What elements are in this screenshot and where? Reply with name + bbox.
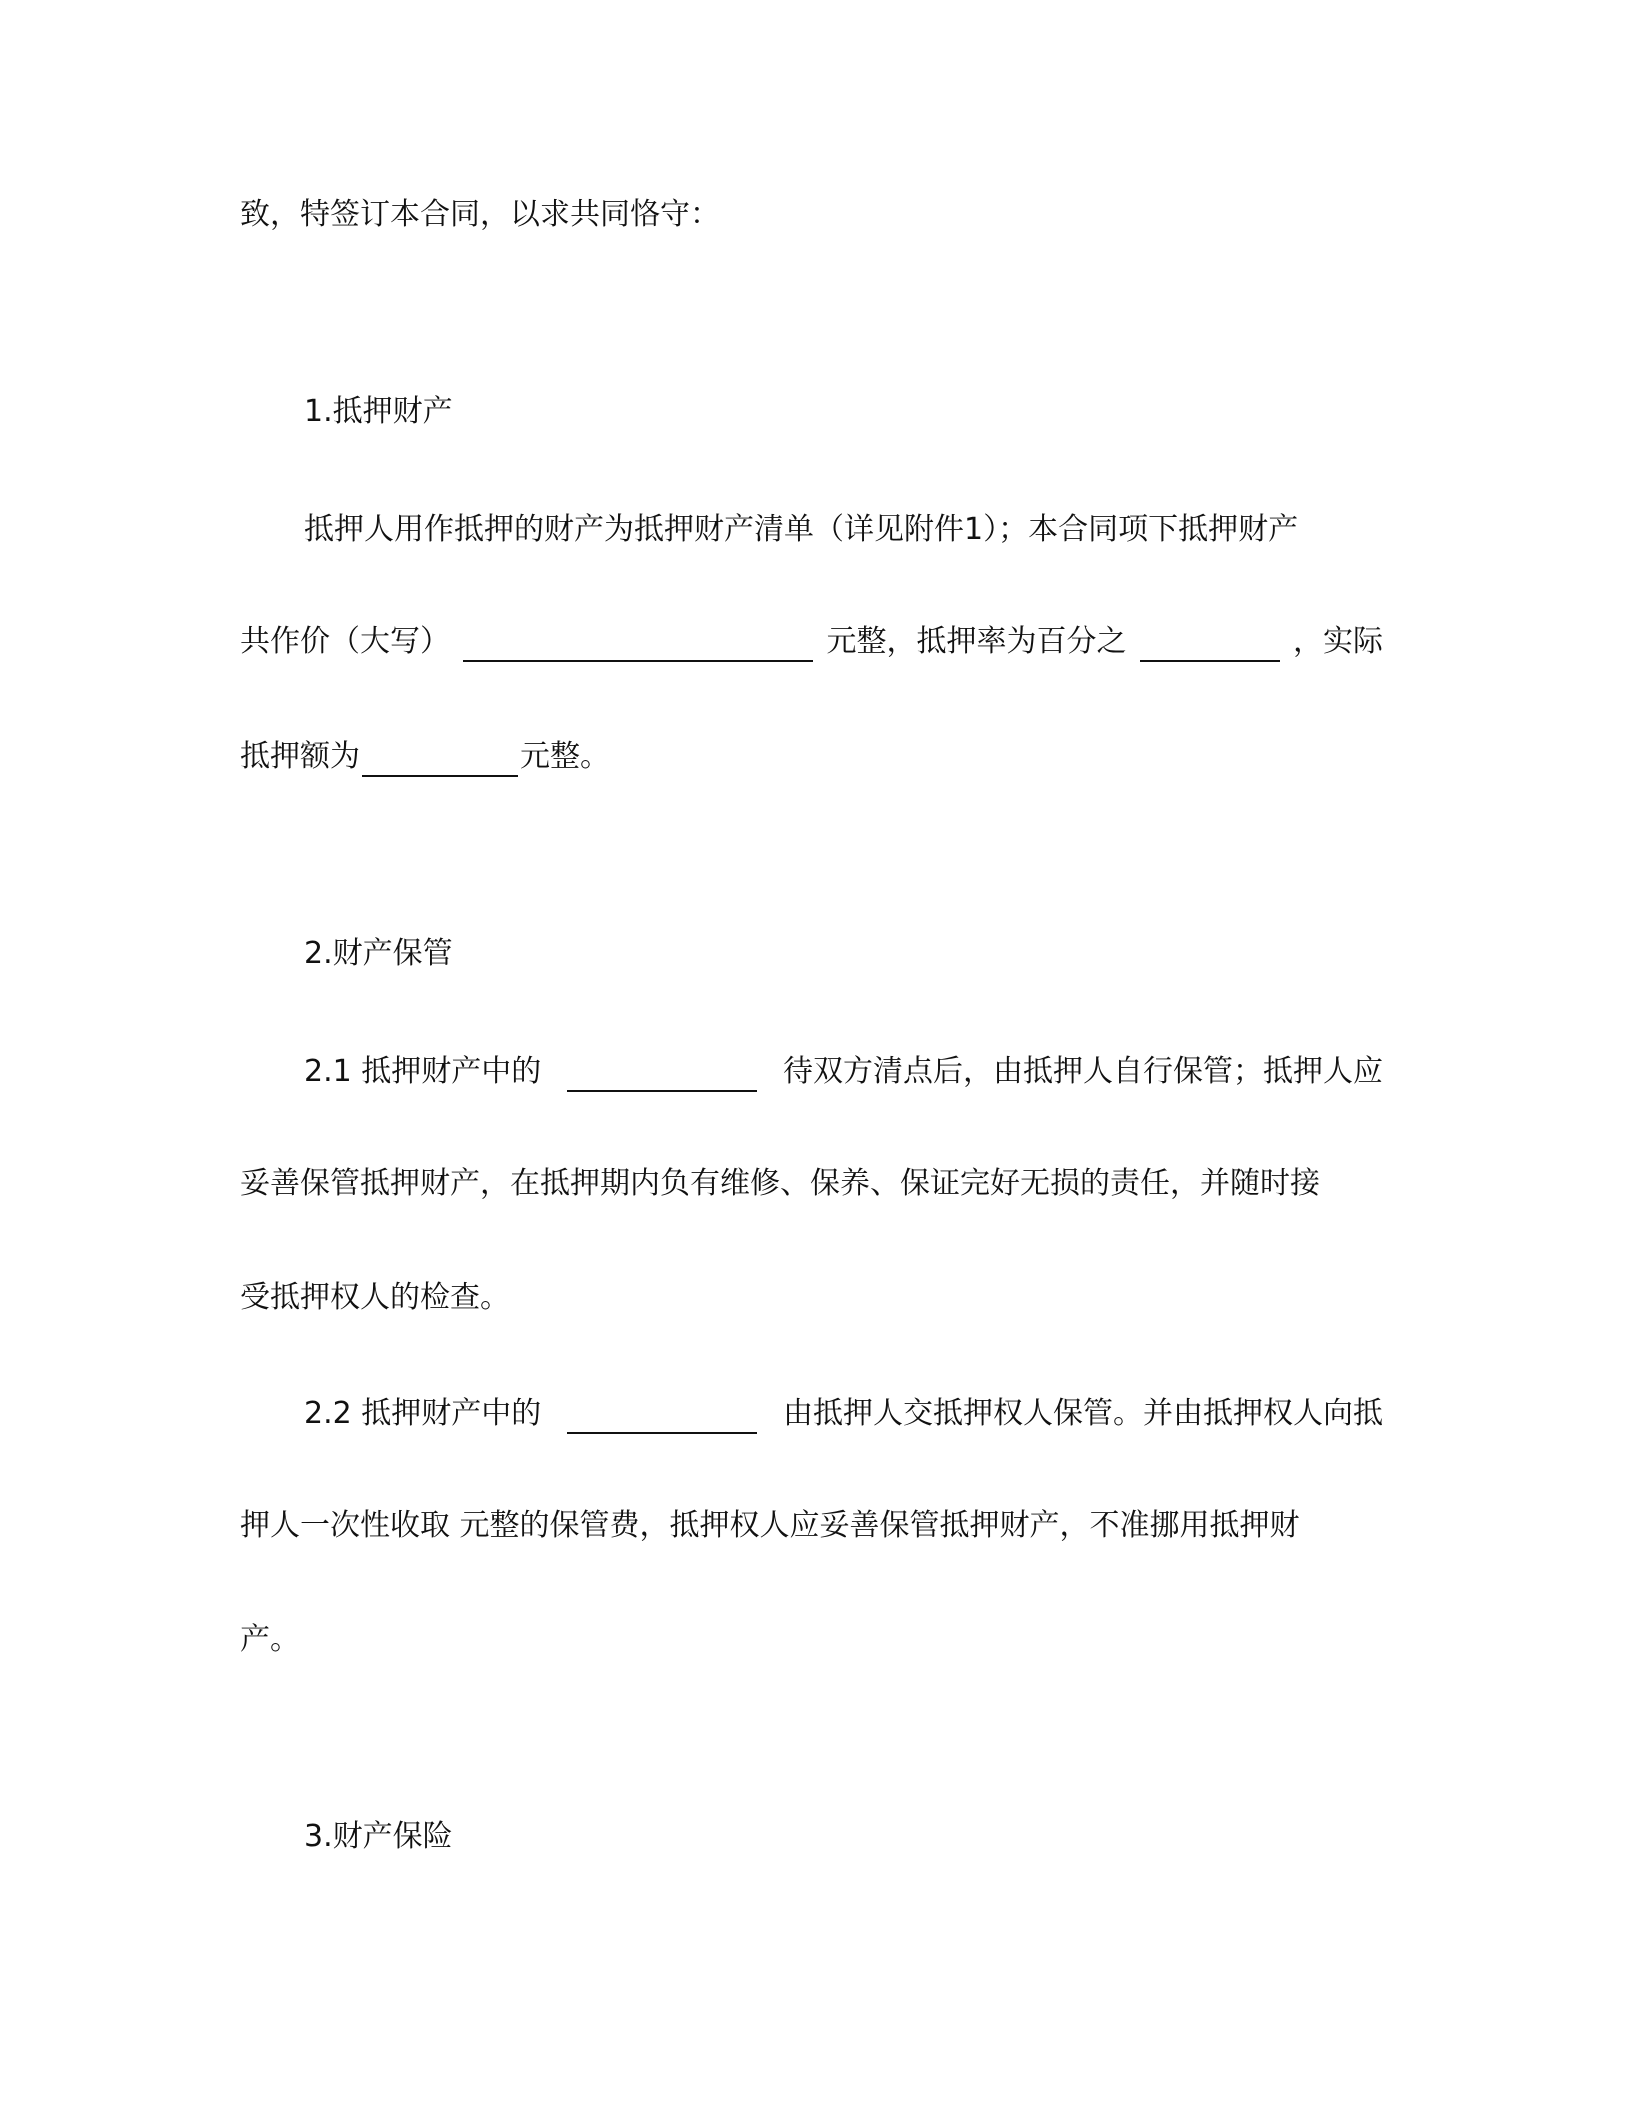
clause-2-2-line-3: 产。 (240, 1622, 300, 1657)
clause-2-2-line-1 (304, 1394, 1383, 1434)
clause-2-2-blank (567, 1398, 757, 1434)
mortgage-rate-label: 元整，抵押率为百分之 (826, 624, 1127, 659)
clause-2-1-prefix: 2.1 抵押财产中的 (304, 1054, 542, 1089)
section-2-heading: 2.财产保管 (304, 936, 453, 971)
section-1-heading: 1.抵押财产 (304, 394, 453, 429)
clause-2-2-prefix: 2.2 抵押财产中的 (304, 1396, 542, 1431)
clause-2-1-suffix: 待双方清点后，由抵押人自行保管；抵押人应 (783, 1054, 1383, 1089)
clause-2-2-line-2: 押人一次性收取 元整的保管费，抵押权人应妥善保管抵押财产，不准挪用抵押财 (240, 1508, 1300, 1543)
mortgage-rate-blank (1140, 626, 1280, 662)
intro-text: 致，特签订本合同，以求共同恪守： (240, 197, 720, 232)
section-3-heading: 3.财产保险 (304, 1819, 453, 1854)
amount-label: 抵押额为 (240, 739, 360, 774)
clause-2-1-line-3: 受抵押权人的检查。 (240, 1280, 510, 1315)
amount-suffix: 元整。 (520, 739, 610, 774)
clause-2-2-suffix: 由抵押人交抵押权人保管。并由抵押权人向抵 (783, 1396, 1383, 1431)
actual-label: ，实际 (1293, 624, 1383, 659)
price-label: 共作价（大写） (240, 624, 450, 659)
section-1-line-1: 抵押人用作抵押的财产为抵押财产清单（详见附件1）；本合同项下抵押财产 (304, 512, 1299, 547)
section-1-line-2 (240, 622, 1383, 662)
section-1-line-3 (240, 737, 610, 777)
price-blank (463, 626, 813, 662)
clause-2-1-line-1 (304, 1052, 1383, 1092)
amount-blank (362, 741, 518, 777)
clause-2-1-line-2: 妥善保管抵押财产，在抵押期内负有维修、保养、保证完好无损的责任，并随时接 (240, 1166, 1320, 1201)
clause-2-1-blank (567, 1056, 757, 1092)
